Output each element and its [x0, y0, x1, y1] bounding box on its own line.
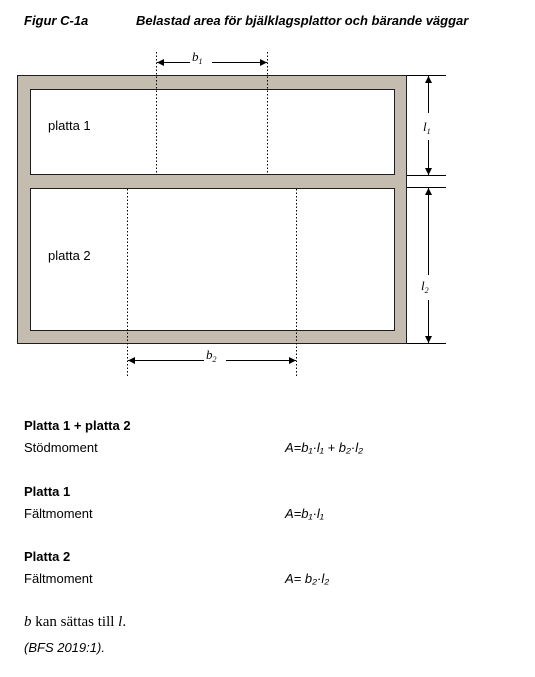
section-3-title: Platta 2 — [24, 549, 71, 564]
note-body: kan sättas till — [31, 614, 119, 630]
note-var-b: b — [24, 614, 32, 630]
slab-2-label: platta 2 — [48, 248, 91, 263]
note-var-l: l — [118, 614, 123, 630]
section-3-row-label: Fältmoment — [24, 571, 93, 586]
section-1-title: Platta 1 + platta 2 — [24, 418, 131, 433]
l1-label: $l_1$ — [423, 119, 431, 136]
section-2-formula: A=b₁·l₁ — [285, 506, 324, 521]
l2-label: $l_2$ — [421, 278, 429, 295]
section-3-formula: A= b₂·l₂ — [285, 571, 330, 586]
note-end: . — [122, 614, 127, 630]
b1-label: $b_1$ — [192, 49, 203, 66]
section-2-row-label: Fältmoment — [24, 506, 93, 521]
reference: (BFS 2019:1). — [24, 640, 105, 655]
section-2-title: Platta 1 — [24, 484, 71, 499]
section-1-row-label: Stödmoment — [24, 440, 98, 455]
b2-label: $b_2$ — [206, 347, 217, 364]
section-1-formula: A=b₁·l₁ + b₂·l₂ — [285, 440, 364, 455]
note-text — [24, 614, 126, 631]
figure-label: Figur C-1a — [24, 13, 89, 28]
figure-title: Belastad area för bjälklagsplattor och bärande väggar — [136, 13, 469, 28]
slab-1-label: platta 1 — [48, 118, 91, 133]
